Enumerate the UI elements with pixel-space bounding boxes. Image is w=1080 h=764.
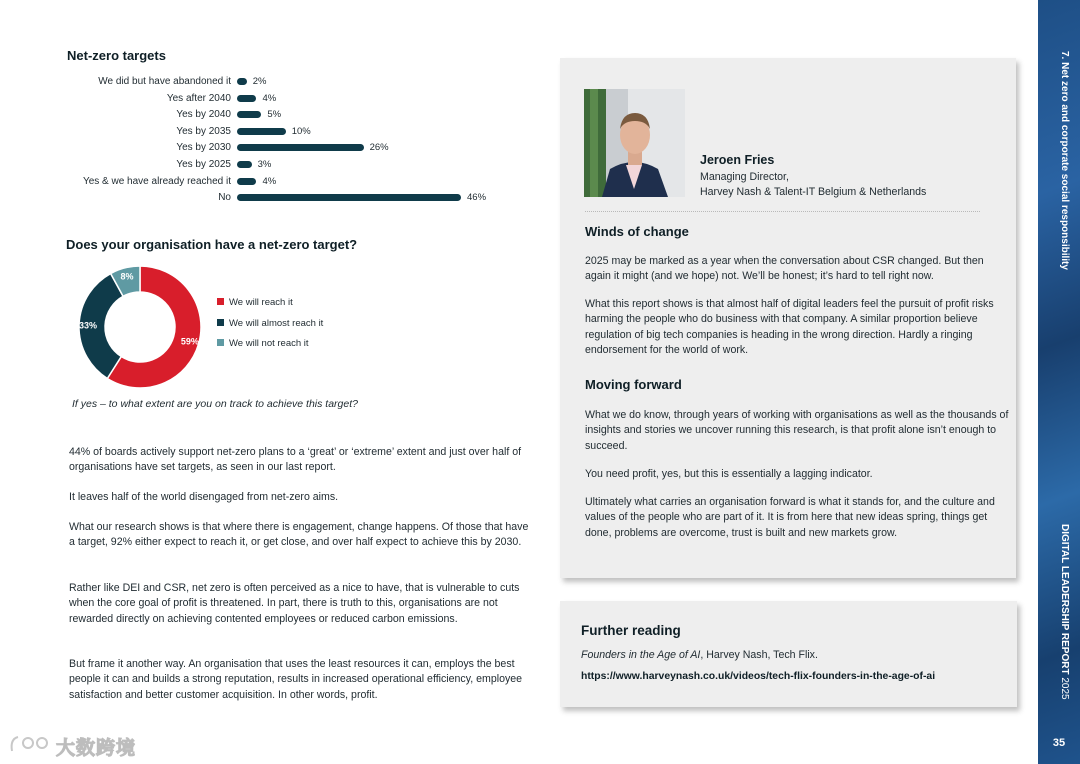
bar [237, 144, 364, 151]
bar-label: Yes by 2030 [176, 142, 231, 154]
bar [237, 95, 256, 102]
further-reading-heading: Further reading [581, 623, 681, 638]
donut-slice-label: 59% [180, 336, 199, 347]
body-paragraph: But frame it another way. An organisation that uses the least resources it can, employs the best people it can and builds a strong reputation, results in increased operational efficiency, employee satisfaction and better customer acquisition. In other words, profit. [69, 658, 523, 701]
bar-value-label: 4% [262, 175, 277, 187]
legend-swatch [217, 339, 224, 346]
report-year: 2025 [1059, 677, 1070, 700]
bar-label: Yes by 2040 [176, 109, 231, 121]
bar-label: We did but have abandoned it [98, 76, 231, 87]
legend-label: We will not reach it [229, 338, 309, 349]
bar-row [0, 191, 560, 205]
watermark-text: 大数跨境 [56, 738, 137, 759]
bar-row [0, 158, 560, 172]
legend-swatch [217, 298, 224, 305]
bar-value-label: 3% [257, 159, 272, 170]
body-paragraph: Rather like DEI and CSR, net zero is often perceived as a nice to have, that is vulnerable to cuts when the core goal of profit is threatened. In part, there is truth to this, organisations are not rewarded directly on achieving contented employees or reduced carbon emissions. [69, 582, 520, 625]
legend-item [217, 297, 293, 308]
sidebar-report-title [1059, 524, 1070, 700]
bar-chart-title: Net-zero targets [67, 48, 166, 63]
body-paragraph: 44% of boards actively support net-zero plans to a ‘great’ or ‘extreme’ extent and just over half of organisations have set targets, as seen in our last report. [69, 446, 522, 474]
report-title: DIGITAL LEADERSHIP REPORT [1059, 524, 1070, 675]
bar [237, 178, 256, 185]
card-paragraph: Ultimately what carries an organisation forward is what it stands for, and the culture and values of the people who are part of it. It is from here that new ideas spring, things get done, problems are overcome, trust is built and new markets grow. [585, 496, 995, 539]
donut-chart-title: Does your organisation have a net-zero target? [66, 237, 358, 252]
legend-label: We will reach it [229, 297, 293, 308]
bar-label: Yes by 2035 [176, 125, 231, 137]
bar-value-label: 46% [467, 192, 487, 204]
bar [237, 128, 286, 135]
body-paragraph: What our research shows is that where there is engagement, change happens. Of those that have a target, 92% either expect to reach it, or get close, and over half expect to achieve this by 2030. [69, 521, 529, 549]
bar-value-label: 26% [369, 142, 389, 154]
bar-row [0, 75, 560, 89]
bar-value-label: 4% [262, 92, 277, 104]
bar-row [0, 125, 560, 139]
donut-slice-label: 8% [120, 271, 134, 282]
divider [585, 211, 980, 212]
bar-row [0, 141, 560, 155]
bar [237, 194, 461, 201]
card-paragraph: What this report shows is that almost half of digital leaders feel the pursuit of profit risks harming the people who do business with that company. A similar proportion believe regulation of big tech companies is heading in the wrong direction. Hardly a ringing endorsement for the world of work. [585, 298, 994, 356]
legend-swatch [217, 319, 224, 326]
bar-value-label: 10% [291, 125, 311, 137]
further-reading-citation [581, 649, 818, 661]
bar-label: No [218, 192, 231, 204]
bar-label: Yes & we have already reached it [82, 175, 231, 187]
card-paragraph: What we do know, through years of working with organisations as well as the thousands of insights and stories we uncover running this research, is that profit alone isn’t enough to succeed. [585, 409, 1009, 452]
profile-company: Harvey Nash & Talent-IT Belgium & Netherlands [700, 186, 927, 198]
card-paragraph: You need profit, yes, but this is essentially a lagging indicator. [585, 468, 873, 480]
further-reading-title: Founders in the Age of AI [581, 649, 701, 661]
net-zero-donut-chart [76, 263, 204, 391]
legend-label: We will almost reach it [229, 317, 324, 329]
card-paragraph: 2025 may be marked as a year when the conversation about CSR changed. But then again it might (and we hope) not. We’ll be honest; it’s hard to tell right now. [585, 255, 984, 283]
further-reading-source: , Harvey Nash, Tech Flix. [700, 649, 818, 661]
watermark-icon [8, 731, 56, 757]
sidebar-band [1038, 0, 1080, 764]
bar-row [0, 175, 560, 189]
section-heading-moving-forward: Moving forward [585, 377, 682, 392]
bar-row [0, 92, 560, 106]
profile-name: Jeroen Fries [700, 153, 775, 167]
watermark-logo [8, 731, 148, 759]
bar-value-label: 5% [267, 109, 282, 121]
donut-slice-label: 33% [79, 320, 98, 331]
bar-label: Yes after 2040 [166, 92, 231, 104]
legend-item [217, 338, 309, 349]
body-paragraph: It leaves half of the world disengaged from net-zero aims. [69, 491, 339, 503]
legend-item [217, 318, 323, 329]
profile-role: Managing Director, [700, 171, 789, 183]
further-reading-link[interactable]: https://www.harveynash.co.uk/videos/tech-flix-founders-in-the-age-of-ai [581, 671, 936, 682]
sidebar-section-title: 7. Net zero and corporate social responsibility [1059, 51, 1070, 270]
bar [237, 161, 252, 168]
bar [237, 111, 261, 118]
page-number: 35 [1052, 737, 1066, 749]
section-heading-winds-of-change: Winds of change [585, 224, 689, 239]
bar-row [0, 108, 560, 122]
bar-label: Yes by 2025 [176, 159, 231, 170]
profile-photo [584, 89, 685, 197]
donut-caption: If yes – to what extent are you on track to achieve this target? [72, 398, 358, 410]
bar [237, 78, 247, 85]
bar-value-label: 2% [252, 76, 267, 87]
